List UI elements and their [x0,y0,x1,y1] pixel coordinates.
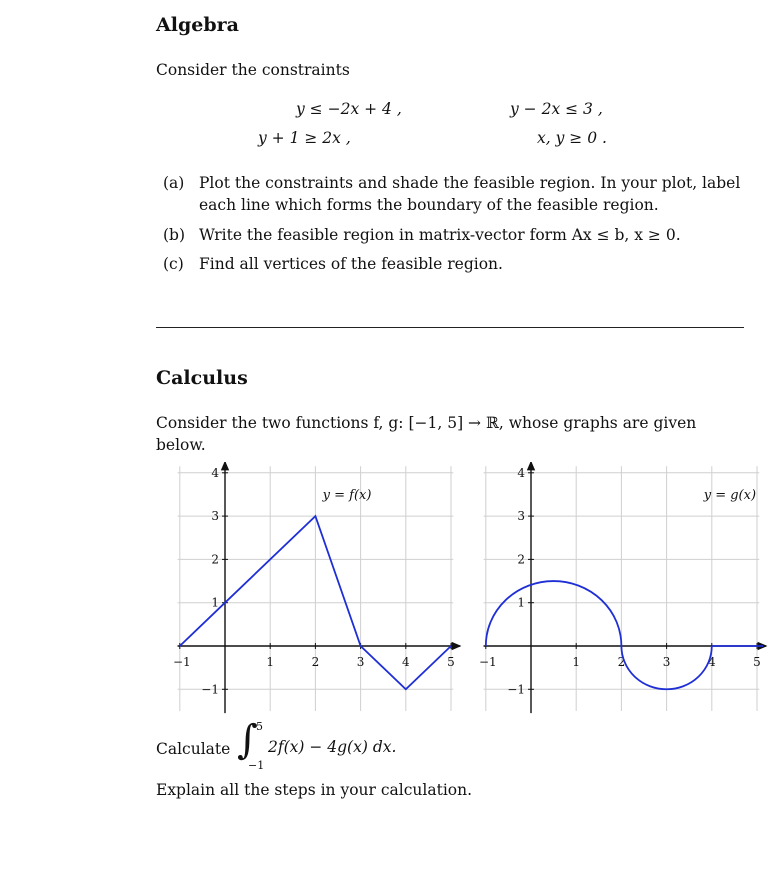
g-x-tick-label: 5 [753,655,761,669]
algebra-intro: Consider the constraints [156,61,350,79]
part-b-text: Write the feasible region in matrix-vector form Ax ≤ b, x ≥ 0. [199,226,681,244]
g-y-tick-label: 4 [517,465,525,480]
integral-lower-limit: −1 [248,759,265,772]
integrand: 2f(x) − 4g(x) dx. [268,738,397,756]
g-y-tick-label: 3 [517,509,525,524]
g-function-label: y = g(x) [703,487,757,503]
algebra-heading: Algebra [156,14,239,36]
g-x-tick-label: 1 [572,655,581,669]
g-x-tick-label: −1 [478,655,497,669]
g-y-tick-label: −1 [507,682,525,697]
constraint-2: y − 2x ≤ 3 , [510,100,603,118]
constraint-1: y ≤ −2x + 4 , [296,100,402,118]
g-y-tick-label: 1 [517,595,525,610]
f-x-tick-label: 2 [311,655,320,669]
f-x-tick-label: −1 [172,655,191,669]
function-graphs [150,462,778,722]
f-x-tick-label: 1 [266,655,275,669]
g-x-tick-label: 3 [662,655,671,669]
calculus-intro: Consider the two functions f, g: [−1, 5] → ℝ, whose graphs are given below. [156,414,697,454]
constraint-4: x, y ≥ 0 . [537,129,607,147]
part-c-label: (c) [163,255,184,273]
f-y-tick-label: 3 [211,509,219,524]
g-x-tick-label: 4 [707,655,716,669]
section-divider [156,327,744,328]
calculus-heading: Calculus [156,367,248,389]
part-c-text: Find all vertices of the feasible region. [199,255,503,273]
f-x-tick-label: 3 [356,655,365,669]
g-upper-semicircle [486,581,622,646]
part-b-label: (b) [163,226,186,244]
g-y-tick-label: 2 [517,552,525,567]
f-function-label: y = f(x) [322,487,372,503]
f-y-tick-label: 2 [211,552,219,567]
part-c [163,253,763,275]
integral-sign: ∫ [237,717,258,763]
part-a-label: (a) [163,174,185,192]
integral-upper-limit: 5 [256,720,263,733]
f-y-tick-label: −1 [201,682,219,697]
explain-text: Explain all the steps in your calculation. [156,781,473,799]
g-x-tick-label: 2 [617,655,626,669]
f-y-tick-label: 4 [211,465,219,480]
part-a [163,172,763,216]
part-a-text: Plot the constraints and shade the feasible region. In your plot, label each line which forms the boundary of the feasible region. [199,174,741,214]
constraint-3: y + 1 ≥ 2x , [258,129,351,147]
f-x-tick-label: 4 [401,655,410,669]
f-y-tick-label: 1 [211,595,219,610]
calculate-label: Calculate [156,740,231,758]
f-x-tick-label: 5 [447,655,455,669]
part-b [163,224,763,246]
